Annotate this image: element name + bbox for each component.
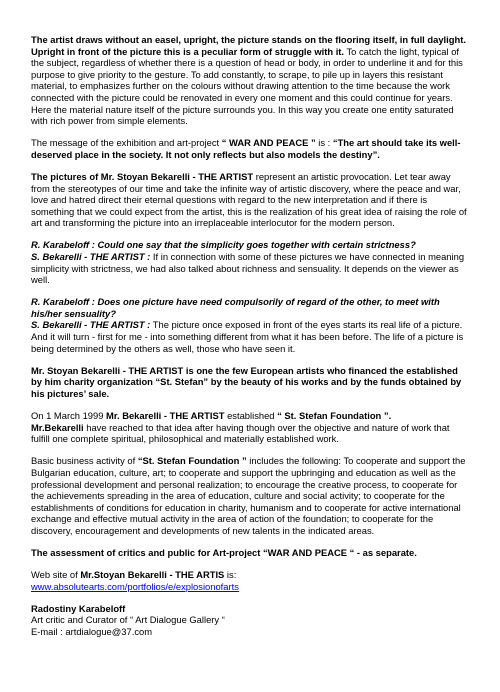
website-artist-name: Mr.Stoyan Bekarelli - THE ARTIS: [80, 569, 225, 581]
signature-name: Radostiny Karabeloff: [31, 602, 126, 614]
activities-intro: Basic business activity of: [31, 455, 138, 467]
paragraph-foundation: [31, 410, 470, 445]
interview-speaker: S. Bekarelli - THE ARTIST :: [31, 319, 151, 331]
website-block: [31, 569, 470, 592]
foundation-name: “St. Stefan Foundation ”: [137, 455, 247, 467]
signature-role: Art critic and Curator of “ Art Dialogue Gallery “: [31, 614, 225, 626]
website-link[interactable]: www.absolutearts.com/portfolios/e/explosionofarts: [31, 580, 239, 592]
interview-block-2: [31, 296, 470, 354]
paragraph-provocation: [31, 171, 470, 229]
website-prefix: Web site of: [31, 569, 81, 581]
message-intro: The message of the exhibition and art-project: [31, 137, 222, 149]
paragraph-assessment: [31, 547, 470, 559]
charity-statement: Mr. Stoyan Bekarelli - THE ARTIST is one the few European artists who financed the established by him charity organization “St. Stefan” by the beauty of his works and by the funds obtained by his pictures’ sale.: [31, 364, 462, 399]
foundation-name: “ St. Stefan Foundation ”.: [277, 410, 392, 422]
interview-answer: If in connection with some of these pictures we have connected in meaning simplicity with strictness, we had also talked about richness and sensuality. It depends on the viewer as well.: [31, 251, 465, 286]
paragraph-artist-technique: [31, 34, 470, 127]
signature-block: [31, 603, 470, 638]
paragraph-lead-bold: The artist draws without an easel, upright, the picture stands on the flooring itself, in full daylight. Upright in front of the picture this is a peculiar form of struggle with it.: [31, 34, 466, 57]
paragraph-body: represent an artistic provocation. Let tear away from the stereotypes of our time and take the infinite way of artistic discovery, where the peace and war, love and hatred direct their eternal questions with regard to the new interpretation and if there is something that we could expect from the artist, this is the realization of his great idea of raising the role of art and transforming the picture into an irreplaceable interlocutor for the modern person.: [31, 170, 467, 229]
paragraph-exhibition-message: [31, 137, 470, 160]
artist-short-name: Mr.Bekarelli: [31, 421, 84, 433]
paragraph-body: To catch the light, typical of the subject, regardless of whether there is a question of head or body, in order to underline it and for this purpose to give priority to the gesture. To add constantly, to scrape, to pile up in layers this resistant material, to emphasizes further on the colours without drawing attention to the time because the work connected with the picture could be renovated in every one moment and this could continue for years. Here the material nature itself of the picture surrounds you. In this way you create one entity saturated with rich power from simple elements.: [31, 45, 463, 127]
interview-answer: The picture once exposed in front of the eyes starts its real life of a picture. And it will turn - first for me - into something different from what it has been before. The life of a picture is being determined by the others as well, those who have seen it.: [31, 319, 464, 354]
activities-body: includes the following: To cooperate and support the Bulgarian education, culture, art; to cooperate and support the upbringing and education as well as the professional development and personal realization; to encourage the creative process, to cooperate for the achievements spreading in the area of education, culture and social activity; to cooperate for the establishments of conditions for education in charity, humanism and to cooperate for active international exchange and effective mutual activity in the area of action of the foundation; to cooperate for the discovery, encouragement and developments of new talents in the indicated areas.: [31, 455, 466, 536]
paragraph-activities: [31, 455, 470, 536]
artist-name: Mr. Bekarelli - THE ARTIST: [106, 410, 225, 422]
paragraph-lead-bold: The pictures of Mr. Stoyan Bekarelli - THE ARTIST: [31, 170, 254, 182]
foundation-verb: established: [224, 410, 278, 422]
interview-question: R. Karabeloff : Does one picture have need compulsorily of regard of the other, to meet with his/her sensuality?: [31, 296, 440, 319]
signature-email: E-mail : artdialogue@37.com: [31, 625, 153, 637]
website-suffix: is:: [224, 569, 237, 581]
foundation-body: have reached to that idea after having though over the objective and nature of work that fulfill one complete spiritual, philosophical and materially established work.: [31, 421, 450, 445]
paragraph-charity: [31, 365, 470, 400]
foundation-date: On 1 March 1999: [31, 410, 107, 422]
interview-block-1: [31, 239, 470, 285]
interview-speaker: S. Bekarelli - THE ARTIST :: [31, 251, 151, 262]
interview-question: R. Karabeloff : Could one say that the simplicity goes together with certain strictness?: [31, 239, 416, 251]
assessment-heading: The assessment of critics and public for Art-project “WAR AND PEACE “ - as separate.: [31, 546, 417, 558]
message-connector: is :: [315, 137, 333, 149]
project-title: “ WAR AND PEACE ”: [221, 137, 316, 149]
message-quote: “The art should take its well-deserved place in the society. It not only reflects but also models the destiny”.: [31, 137, 461, 160]
